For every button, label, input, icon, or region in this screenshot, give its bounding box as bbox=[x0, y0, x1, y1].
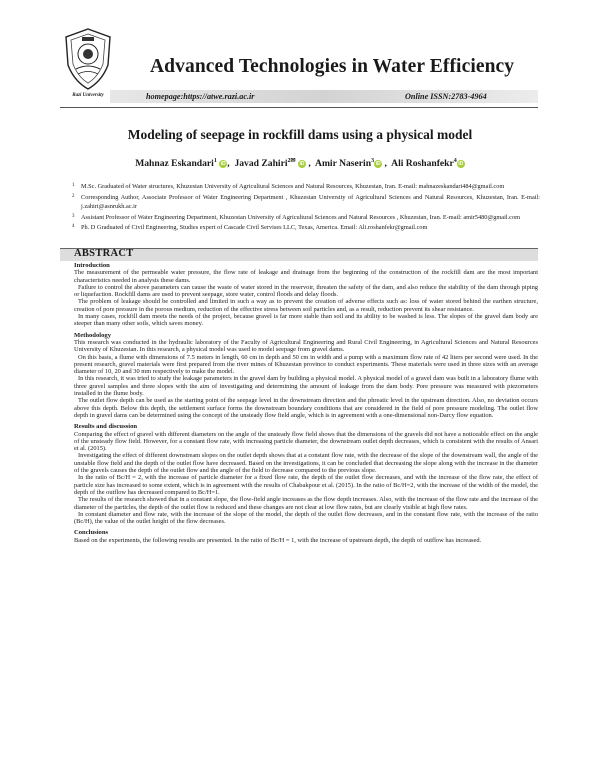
author-3: Amir Naserin$^3$iD bbox=[315, 158, 381, 170]
orcid-icon[interactable]: iD bbox=[220, 161, 226, 168]
journal-title: Advanced Technologies in Water Efficiency bbox=[150, 56, 515, 77]
section-heading-conclusions: Conclusions bbox=[74, 529, 109, 537]
paragraph: In constant diameter and flow rate, with the increase of the slope of the model, the depth of the outlet flow decreases, and in the constant flow rate, with the increase of the ratio (Bc/H), the value of the outlet height of the flow decreases. bbox=[74, 510, 538, 526]
razi-university-logo bbox=[62, 27, 114, 91]
header-divider bbox=[60, 107, 538, 108]
paragraph: Failure to control the above parameters can cause the waste of water stored in the reservoir, threaten the safety of the dam, and also reduce the stability of the dam through piping or liquefaction. Rockfill dams are used to prevent seepage, store water, control floods and delay floods. bbox=[74, 283, 538, 299]
affiliation-4: 4 Ph. D Graduated of Civil Engineering, Studies expert of Cascade Civil Servises LLC, Texas, America. Email: Ali.roshanfekr@gmail.com bbox=[72, 224, 428, 231]
paragraph: On this basis, a flume with dimensions of 7.5 meters in length, 60 cm in depth and 50 cm in width and a pump with a maximum flow rate of 42 liters per second were used. In the present research, gravel materials were first prepared from the river mines of Khuzestan province to conduct experiments. These materials were used in three sizes with an average diameter of 10, 20 and 30 mm respectively to make the model. bbox=[74, 353, 538, 376]
paragraph: This research was conducted in the hydraulic laboratory of the Faculty of Agricultural Engineering and Rural Civil Engineering, in Agricultural Sciences and Natural Resources University of Khuzestan. In this research, a physical model was used to model seepage from gravel dams. bbox=[74, 338, 538, 354]
paragraph: In the ratio of Bc/H = 2, with the increase of particle diameter for a fixed flow rate, the depth of the outlet flow decreases, and with the increase of the flow rate, the effect of particle size has increased to some extent, which is in agreement with the results of Chabakpour et al. (2015). In the ratio of Bc/H=2, with the increase of the width of the model, the depth of the outflow has decreased compared to Bc/H=1. bbox=[74, 474, 538, 496]
paragraph: The measurement of the permeable water pressure, the flow rate of leakage and drainage from the beginning of the construction of the rockfill dam are the most important characteristics needed in analysis these dams. bbox=[74, 269, 538, 284]
affiliation-1: 1 M.Sc. Graduated of Water structures, Khuzestan University of Agricultural Sciences and Natural Resources, Khuzestan, Iran. E-mail: mahnazeskandari484@gmail.com bbox=[72, 183, 505, 190]
paragraph: Investigating the effect of different downstream slopes on the outlet depth shows that at a constant flow rate, with the decrease of the slope of the downstream wall, the angle of the unstable flow field and the depth of the outlet flow have decreased. Based on the investigations, it can be concluded that decreasing the slope along with the increase in the diameter of the gravels causes the depth of the outlet flow and the angle of the field to decrease compared to the previous slope. bbox=[74, 452, 538, 475]
affiliation-3: 3 Assistant Professor of Water Engineering Department, Khuzestan University of Agricultural Sciences and Natural Resources , Khuzestan, Iran. E-mail: amir5480@gmail.com bbox=[72, 213, 521, 221]
affiliations bbox=[72, 182, 540, 234]
affiliation-2: 2 Corresponding Author, Associate Professor of Water Engineering Department , Khuzestan University of Agricultural Sciences and Natural Resources, Khuzestan, Iran. E-mail: j.zahiri@asnrukh.ac.ir bbox=[72, 193, 540, 210]
abstract-heading: ABSTRACT bbox=[74, 248, 134, 259]
journal-issn: Online ISSN:2783-4964 bbox=[405, 92, 487, 101]
section-heading-results: Results and discussion bbox=[74, 423, 138, 431]
abstract-body bbox=[74, 262, 538, 544]
orcid-icon[interactable]: iD bbox=[458, 161, 464, 168]
section-heading-methodology: Methodology bbox=[74, 331, 111, 339]
section-heading-introduction: Introduction bbox=[74, 262, 110, 269]
paragraph: The outlet flow depth can be used as the starting point of the seepage level in the downstream direction and the phreatic level in the upstream direction. Also, no deviation occurs above this depth. Below this depth, the settlement surface forms the downstream boundary conditions that are considered in the field of pore pressure modeling. The outlet flow depth in gravel dams can be determined using the concept of the unsteady flow field angle, which is in agreement with a one-dimensional non-Darcy flow equation. bbox=[74, 397, 538, 419]
author-2: Javad Zahiri$^{2✉}$ iD bbox=[234, 158, 305, 170]
paragraph: Based on the experiments, the following results are presented. In the ratio of Bc/H = 1, with the increase of upstream depth, the depth of outflow has increased. bbox=[74, 536, 482, 544]
journal-homepage[interactable]: homepage:https://atwe.razi.ac.ir bbox=[146, 92, 255, 101]
paragraph: The results of the research showed that in a constant slope, the flow-field angle increases as the flow depth increases. Also, with the increase of the flow rate and the increase of the diameter of the particles, the depth of the outlet flow is reduced and these changes are not clear at low flow rates, but are clearly visible at high flow rates. bbox=[74, 496, 538, 511]
author-4: Ali Roshanfekr$^4$iD bbox=[391, 158, 464, 170]
paragraph: Comparing the effect of gravel with different diameters on the angle of the unsteady flow field shows that the dimensions of the gravels did not have a noticeable effect on the angle of the unsteady flow field. However, for a constant flow rate, with increasing particle diameter, the downstream outlet depth decreases, which is consistent with the results of Ansari et al. (2015). bbox=[74, 430, 538, 453]
orcid-icon[interactable]: iD bbox=[375, 161, 381, 168]
paragraph: In many cases, rockfill dam meets the needs of the project, because gravel is far more stable than soil and its ability to be washed is less. The slopes of the gravel dam body are steeper than many other soils, which saves money. bbox=[74, 313, 538, 328]
author-1: Mahnaz Eskandari$^1$ iD bbox=[135, 158, 226, 170]
paper-title: Modeling of seepage in rockfill dams using a physical model bbox=[127, 127, 473, 142]
paragraph: The problem of leakage should be controlled and limited in such a way as to prevent the creation of adverse effects such as: loss of water stored behind the earthen structure, creation of pore pressure in the porous medium, reduction of the effective stress between soil particles and, as a result, reduction prevent its shear resistance. bbox=[74, 298, 538, 313]
author-list: Mahnaz Eskandari$^1$ iD , Javad Zahiri$^{2✉}$ iD , Amir Naserin$^3$iD , Ali Roshanfekr$^4$iD bbox=[135, 158, 464, 170]
paragraph: In this research, it was tried to study the leakage parameters in the gravel dam by building a physical model. A physical model of a gravel dam was built in a laboratory flume with three gravel samples and three slopes with the aim of investigating and determining the amount of leakage from the dam body. Pore pressure was measured with piezometers installed in the flume body. bbox=[74, 375, 538, 398]
orcid-icon[interactable]: iD bbox=[299, 161, 305, 168]
logo-caption: Razi University bbox=[72, 93, 104, 98]
